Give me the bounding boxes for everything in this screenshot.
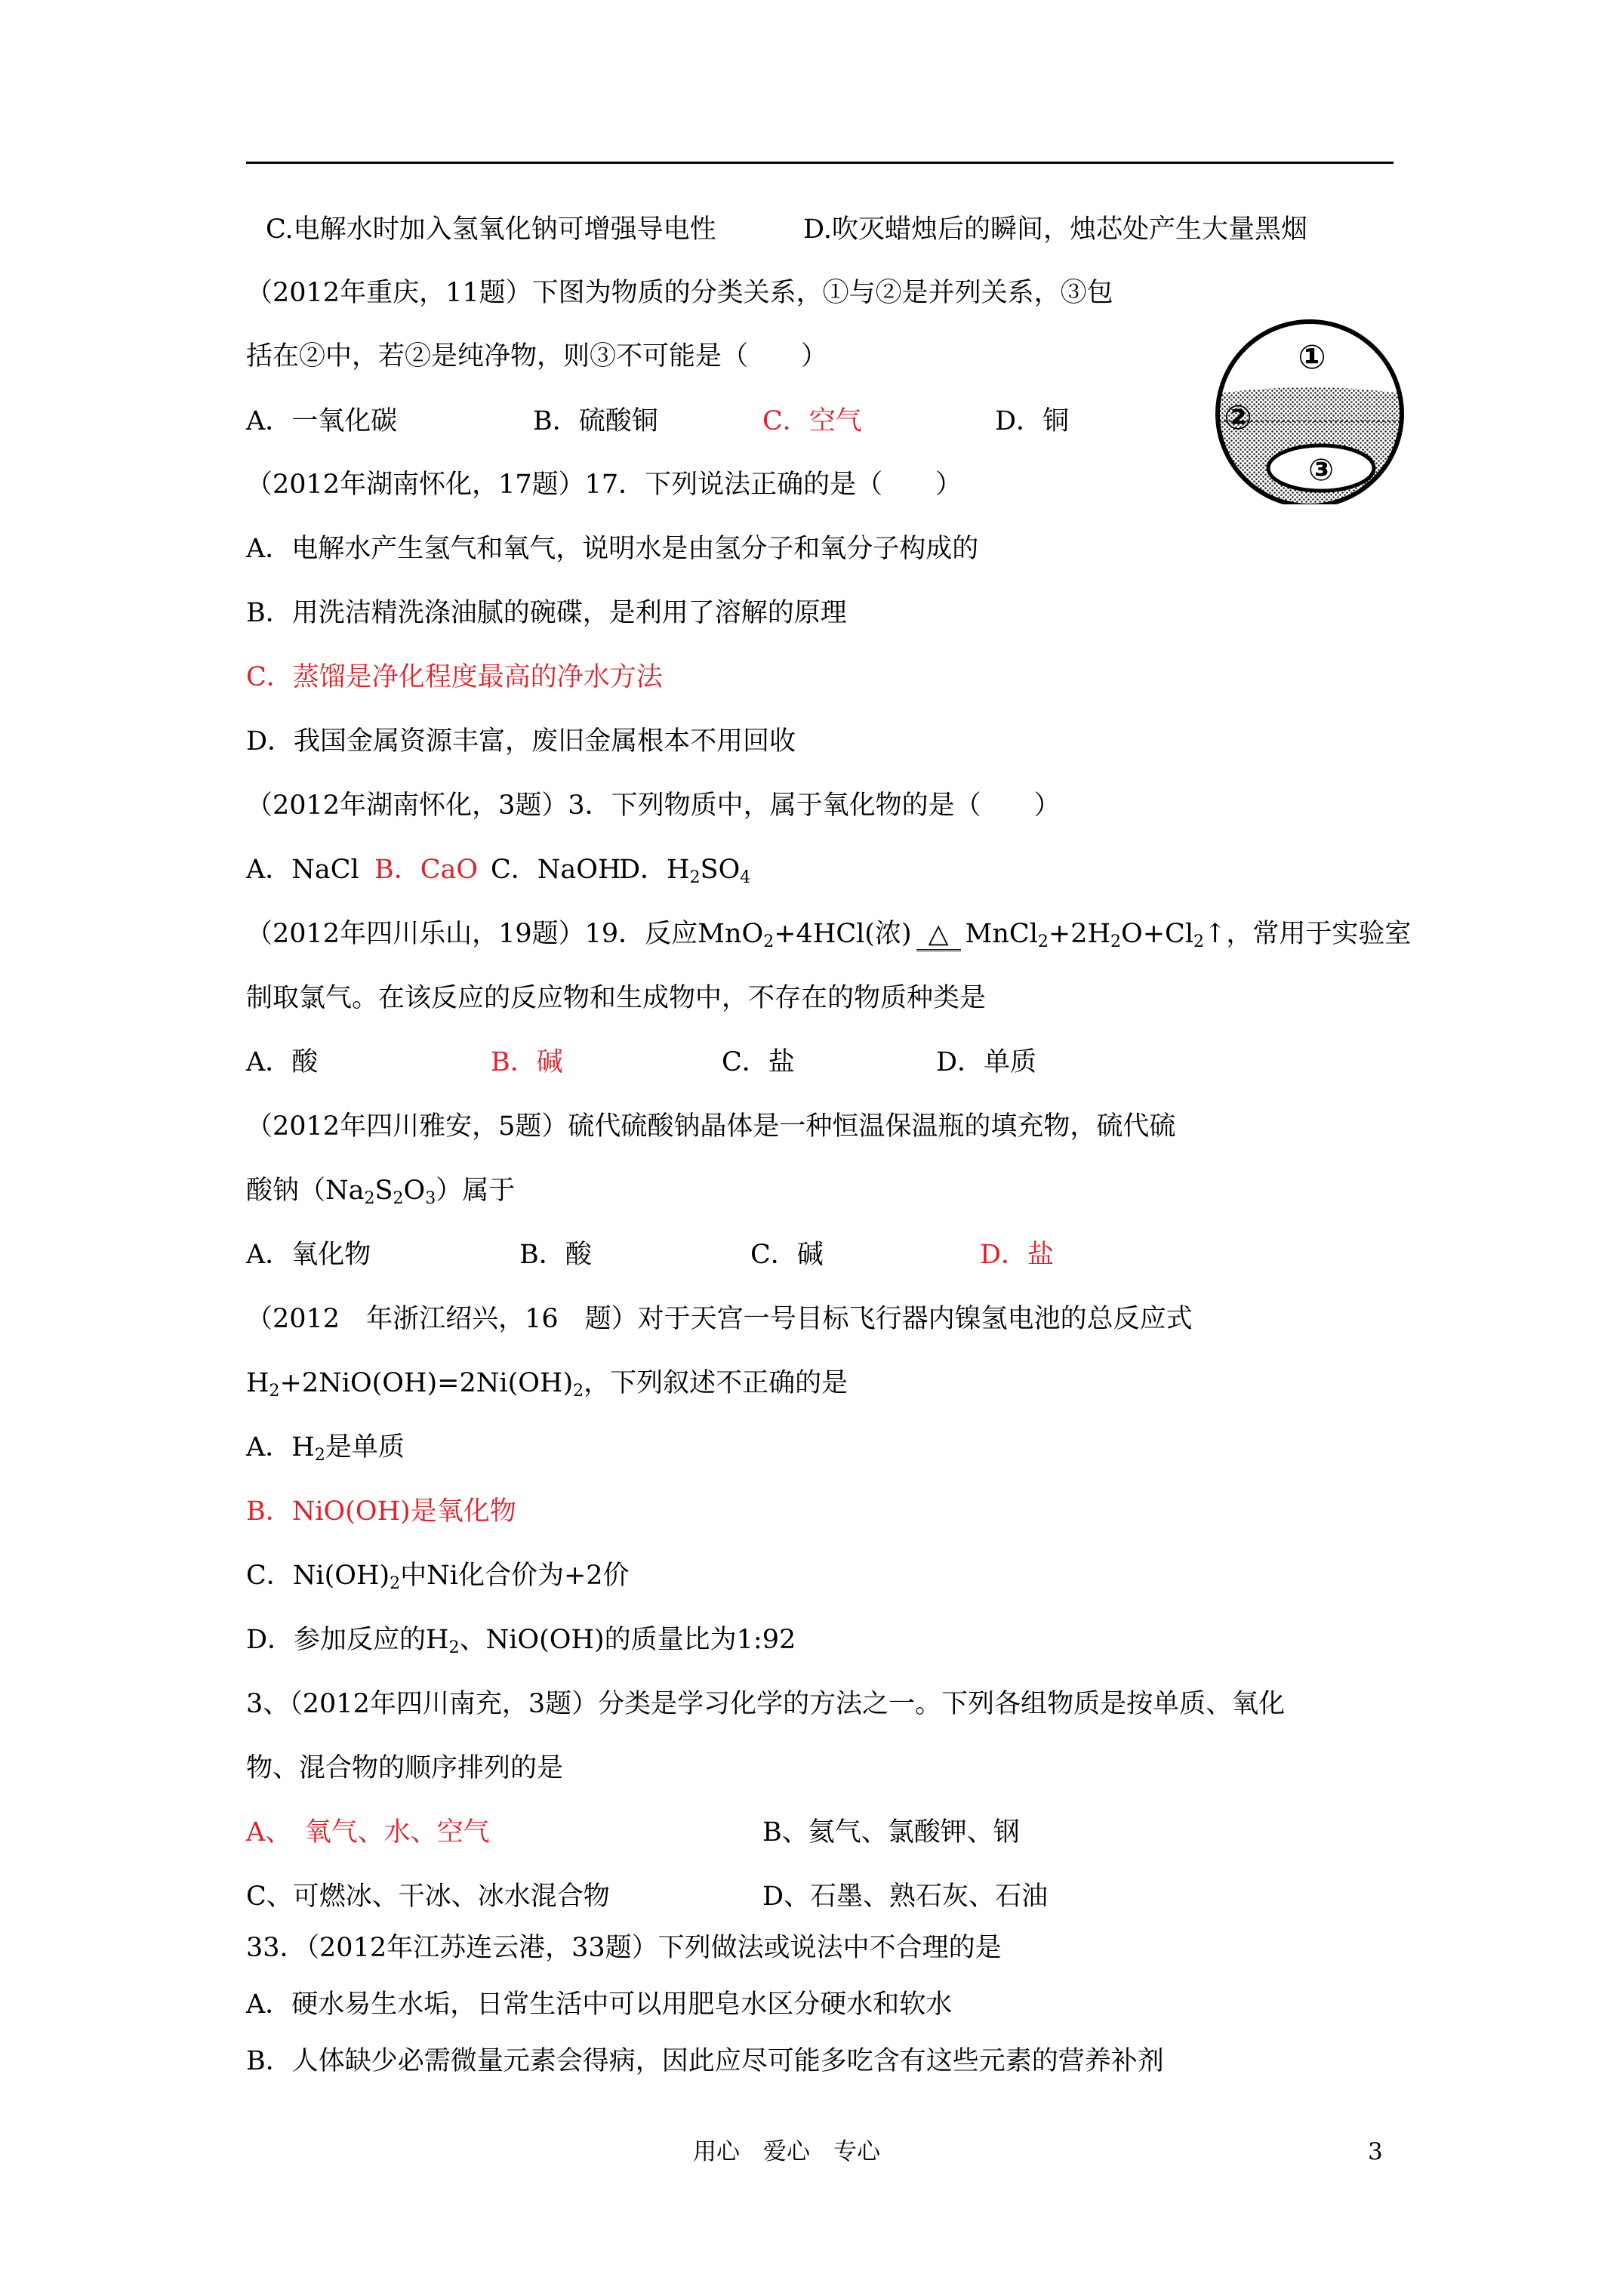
question-leshan: （2012年四川乐山，19题）19．反应MnO$_2$+4HCl(浓) △ $MnCl_2+2H_2O+Cl_2↑$，常用于实验室 [246, 919, 1412, 951]
diagram-label-1: ① [1298, 338, 1326, 377]
option-a-answer: A、 氧气、水、空气 [246, 1817, 490, 1848]
question-yaan: （2012年四川雅安，5题）硫代硫酸钠晶体是一种恒温保温瓶的填充物，硫代硫 [246, 1111, 1176, 1142]
option-a: A．酸 [246, 1047, 319, 1077]
option-b: B．酸 [519, 1240, 592, 1270]
question-leshan-cont: 制取氯气。在该反应的反应物和生成物中，不存在的物质种类是 [246, 983, 987, 1013]
question-yaan-cont: 酸钠$(Na_2S_2O_3)$属于 [246, 1176, 516, 1208]
option-d: D．我国金属资源丰富，废旧金属根本不用回收 [246, 726, 796, 757]
classification-diagram [1208, 308, 1412, 504]
option-d: D．参加反应的$H_2$、NiO(OH)的质量比为1:92 [246, 1625, 796, 1657]
diagram-label-3: ③ [1308, 453, 1334, 488]
option-b: B．用洗洁精洗涤油腻的碗碟，是利用了溶解的原理 [246, 598, 847, 628]
option-d: D．铜 [995, 406, 1070, 436]
option-d: D、石墨、熟石灰、石油 [762, 1881, 1049, 1912]
option-c-electrolysis: C.电解水时加入氢氧化钠可增强导电性 [266, 214, 716, 245]
question-huaihua-17: （2012年湖南怀化，17题）17．下列说法正确的是（ ） [246, 470, 962, 500]
option-b-answer: B．碱 [491, 1047, 563, 1077]
option-c-answer: C．蒸馏是净化程度最高的净水方法 [246, 662, 663, 692]
header-rule [246, 162, 1394, 164]
question-nanchong-cont: 物、混合物的顺序排列的是 [246, 1753, 564, 1783]
question-huaihua-3: （2012年湖南怀化，3题）3．下列物质中，属于氧化物的是（ ） [246, 791, 1061, 821]
option-c: C．盐 [722, 1047, 795, 1077]
option-c-answer: C．空气 [762, 406, 862, 436]
option-c: C、可燃冰、干冰、冰水混合物 [246, 1881, 610, 1912]
page-footer: 用心 爱心 专心 [693, 2138, 880, 2165]
option-c: C．$Ni(OH)_2$中Ni化合价为+2价 [246, 1561, 630, 1593]
option-b: B．硫酸铜 [533, 406, 658, 436]
option-d-answer: D．盐 [980, 1240, 1055, 1270]
option-b-answer: B．CaO [374, 855, 479, 885]
option-b: B．人体缺少必需微量元素会得病，因此应尽可能多吃含有这些元素的营养补剂 [246, 2046, 1164, 2076]
option-a: A．氧化物 [246, 1240, 371, 1270]
question-chongqing-cont: 括在②中，若②是纯净物，则③不可能是（ ） [246, 341, 828, 371]
option-a: A．电解水产生氢气和氧气，说明水是由氢分子和氧分子构成的 [246, 534, 979, 564]
option-a: A．NaCl [246, 855, 359, 885]
option-d-candle: D.吹灭蜡烛后的瞬间，烛芯处产生大量黑烟 [803, 214, 1307, 245]
option-a: A．$H_2$是单质 [246, 1432, 405, 1465]
question-nanchong: 3、（2012年四川南充，3题）分类是学习化学的方法之一。下列各组物质是按单质、氧化 [246, 1689, 1286, 1719]
option-c: C．NaOH [491, 855, 621, 885]
option-d-formula: D．$H_2SO_4$ [619, 855, 751, 887]
page-number: 3 [1368, 2138, 1383, 2165]
option-d: D．单质 [936, 1047, 1037, 1077]
question-chongqing: （2012年重庆，11题）下图为物质的分类关系，①与②是并列关系，③包 [246, 278, 1113, 308]
option-b: B、氦气、氯酸钾、钢 [762, 1817, 1020, 1848]
question-shaoxing-cont: $H_2+2NiO(OH)=2Ni(OH)_2$，下列叙述不正确的是 [246, 1368, 848, 1401]
question-lianyungang: 33．（2012年江苏连云港，33题）下列做法或说法中不合理的是 [246, 1933, 1002, 1963]
option-a: A．硬水易生水垢，日常生活中可以用肥皂水区分硬水和软水 [246, 1989, 953, 2020]
question-shaoxing: （2012 年浙江绍兴，16 题）对于天宫一号目标飞行器内镍氢电池的总反应式 [246, 1304, 1193, 1334]
option-c: C．碱 [750, 1240, 824, 1270]
option-b-answer: B．NiO(OH)是氧化物 [246, 1496, 516, 1527]
option-a: A．一氧化碳 [246, 406, 398, 436]
diagram-label-2: ② [1224, 399, 1252, 437]
heat-condition: △ [916, 919, 961, 951]
